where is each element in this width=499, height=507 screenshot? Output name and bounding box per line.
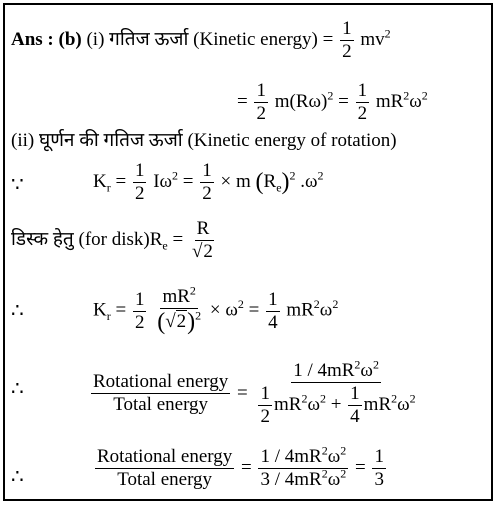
equals-sign: = bbox=[248, 299, 260, 321]
fraction-half bbox=[340, 19, 354, 62]
therefore-symbol: ∴ bbox=[11, 378, 24, 400]
denominator: 2 bbox=[342, 40, 352, 62]
omega: ω bbox=[307, 393, 320, 415]
equals-sign: = bbox=[241, 456, 252, 478]
plus-sign: + bbox=[330, 393, 342, 415]
exponent: 2 bbox=[172, 168, 179, 183]
numerator: 1 bbox=[202, 160, 212, 181]
exponent: 2 bbox=[384, 26, 391, 41]
denominator: 4 bbox=[350, 405, 360, 427]
r-symbol: R bbox=[263, 170, 277, 192]
denominator bbox=[155, 309, 203, 335]
exponent: 2 bbox=[319, 391, 326, 406]
equals-sign: = bbox=[237, 382, 248, 404]
numerator: 1 bbox=[357, 80, 368, 101]
hindi-kinetic-energy: गतिज ऊर्जा bbox=[109, 28, 189, 50]
fraction-half bbox=[200, 161, 214, 204]
denominator: 2 bbox=[260, 405, 270, 427]
paren-close: ) bbox=[281, 168, 290, 195]
omega: ω bbox=[319, 299, 333, 321]
numerator: 1 bbox=[260, 382, 270, 404]
quarter-mr: 1 / 4mR bbox=[293, 360, 355, 381]
exponent: 2 bbox=[321, 443, 328, 458]
omega: ω bbox=[360, 360, 373, 381]
i-omega: Iω bbox=[153, 170, 173, 192]
english-rotational-ke: (Kinetic energy of rotation) bbox=[187, 130, 397, 151]
denominator: 4 bbox=[268, 311, 278, 333]
quarter-mr: 1 / 4mR bbox=[260, 446, 322, 467]
exponent: 2 bbox=[195, 308, 202, 323]
denominator: 2 bbox=[256, 102, 266, 124]
line-7 bbox=[89, 357, 420, 427]
exponent: 2 bbox=[321, 466, 328, 481]
omega: ω bbox=[409, 90, 422, 112]
subscript-r: r bbox=[106, 309, 111, 324]
paren-close: ) bbox=[187, 308, 196, 335]
equals-sign: = bbox=[172, 228, 184, 250]
equals-sign: = bbox=[322, 28, 334, 50]
exponent: 2 bbox=[332, 297, 339, 312]
paren-open: ( bbox=[157, 308, 166, 335]
fraction-r-over-root2 bbox=[190, 219, 216, 262]
fraction-energy-ratio bbox=[91, 372, 230, 415]
exponent: 2 bbox=[189, 283, 196, 298]
k-symbol: K bbox=[93, 299, 107, 321]
times-omega: × ω bbox=[209, 299, 238, 321]
therefore-symbol: ∴ bbox=[11, 300, 24, 322]
numerator bbox=[258, 443, 348, 469]
numerator: 1 bbox=[374, 446, 384, 467]
r-symbol: R bbox=[149, 228, 163, 250]
paren-open: ( bbox=[255, 168, 264, 195]
exponent: 2 bbox=[289, 168, 296, 183]
r-omega: (Rω) bbox=[289, 90, 328, 112]
equals-sign: = bbox=[115, 170, 127, 192]
numerator: 1 bbox=[134, 160, 145, 181]
mr-term: mR bbox=[273, 393, 302, 415]
denominator: Total energy bbox=[113, 394, 209, 416]
k-symbol: K bbox=[93, 170, 107, 192]
omega: ω bbox=[327, 446, 341, 467]
mass-symbol: m bbox=[274, 90, 290, 112]
exponent: 2 bbox=[391, 391, 398, 406]
three-quarter-mr: 3 / 4mR bbox=[260, 468, 322, 490]
fraction-one-third bbox=[372, 447, 386, 490]
exponent: 2 bbox=[313, 297, 320, 312]
because-symbol: ∵ bbox=[11, 174, 24, 196]
exponent: 2 bbox=[340, 466, 347, 481]
omega: ω bbox=[397, 393, 410, 415]
equals-sign: = bbox=[182, 170, 194, 192]
fraction-ratio-value bbox=[254, 357, 417, 427]
denominator bbox=[190, 241, 216, 262]
subscript-e: e bbox=[162, 238, 168, 253]
exponent: 2 bbox=[237, 297, 244, 312]
mr-term: mR bbox=[162, 286, 190, 307]
numerator: 1 bbox=[268, 288, 278, 310]
fraction-half bbox=[133, 290, 147, 333]
equals-sign: = bbox=[115, 299, 127, 321]
fraction-quarter bbox=[348, 384, 362, 427]
sqrt: √2 bbox=[165, 310, 187, 332]
exponent: 2 bbox=[317, 168, 324, 183]
line-4 bbox=[93, 161, 324, 204]
line-3 bbox=[11, 131, 397, 150]
line-5 bbox=[11, 219, 218, 262]
radicand: 2 bbox=[176, 310, 187, 332]
exponent: 2 bbox=[372, 357, 379, 372]
english-kinetic-energy: (Kinetic energy) bbox=[193, 28, 318, 50]
line-8 bbox=[93, 443, 388, 490]
numerator: 1 bbox=[342, 18, 352, 39]
equals-sign: = bbox=[237, 90, 248, 112]
mv: mv bbox=[360, 28, 385, 50]
hindi-for-disk: डिस्क हेतु bbox=[11, 228, 74, 250]
numerator: 1 bbox=[256, 80, 266, 101]
denominator: Total energy bbox=[117, 468, 213, 490]
term-mv bbox=[360, 26, 391, 50]
dot-omega: .ω bbox=[300, 170, 318, 192]
line-6 bbox=[93, 283, 339, 335]
numerator: Rotational energy bbox=[93, 371, 229, 393]
exponent: 2 bbox=[327, 88, 334, 103]
equals-sign: = bbox=[338, 90, 349, 112]
numerator: Rotational energy bbox=[97, 446, 233, 467]
answer-label: Ans : (b) bbox=[11, 28, 82, 50]
numerator: R bbox=[196, 218, 210, 239]
subscript-e: e bbox=[276, 180, 282, 195]
fraction-quarter bbox=[266, 290, 280, 333]
mr-term: mR bbox=[363, 393, 392, 415]
part-i-label: (i) bbox=[86, 28, 105, 50]
subscript-r: r bbox=[106, 180, 111, 195]
fraction-half bbox=[254, 81, 268, 124]
denominator bbox=[254, 383, 417, 427]
times-m: × m bbox=[220, 170, 251, 192]
denominator: 2 bbox=[357, 102, 368, 124]
sqrt: √2 bbox=[191, 240, 213, 262]
omega: ω bbox=[327, 468, 341, 490]
numerator bbox=[160, 283, 197, 309]
fraction-energy-ratio bbox=[95, 447, 234, 490]
numerator bbox=[291, 357, 381, 383]
denominator: 2 bbox=[202, 182, 212, 204]
fraction-half bbox=[133, 161, 147, 204]
fraction-half bbox=[258, 384, 272, 427]
radicand: 2 bbox=[203, 240, 213, 262]
fraction-half bbox=[356, 81, 370, 124]
numerator: 1 bbox=[134, 288, 145, 310]
mr-term: mR bbox=[375, 90, 404, 112]
exponent: 2 bbox=[409, 391, 416, 406]
fraction-mr-over-root2 bbox=[155, 283, 203, 335]
denominator: 2 bbox=[134, 311, 145, 333]
denominator bbox=[258, 466, 348, 490]
exponent: 2 bbox=[301, 391, 308, 406]
part-ii-label: (ii) bbox=[11, 130, 35, 151]
numerator: 1 bbox=[350, 382, 360, 404]
hindi-rotational-ke: घूर्णन की गतिज ऊर्जा bbox=[38, 130, 183, 151]
answer-box bbox=[3, 3, 493, 501]
line-2 bbox=[237, 81, 428, 124]
exponent: 2 bbox=[354, 357, 361, 372]
therefore-symbol: ∴ bbox=[11, 466, 24, 488]
equals-sign: = bbox=[354, 456, 366, 478]
line-1 bbox=[11, 19, 391, 62]
exponent: 2 bbox=[421, 88, 428, 103]
exponent: 2 bbox=[403, 88, 410, 103]
exponent: 2 bbox=[340, 443, 347, 458]
fraction-ratio-value bbox=[258, 443, 348, 490]
mr-term: mR bbox=[286, 299, 314, 321]
denominator: 2 bbox=[134, 182, 145, 204]
english-for-disk: (for disk) bbox=[78, 228, 150, 250]
denominator: 3 bbox=[374, 468, 384, 490]
